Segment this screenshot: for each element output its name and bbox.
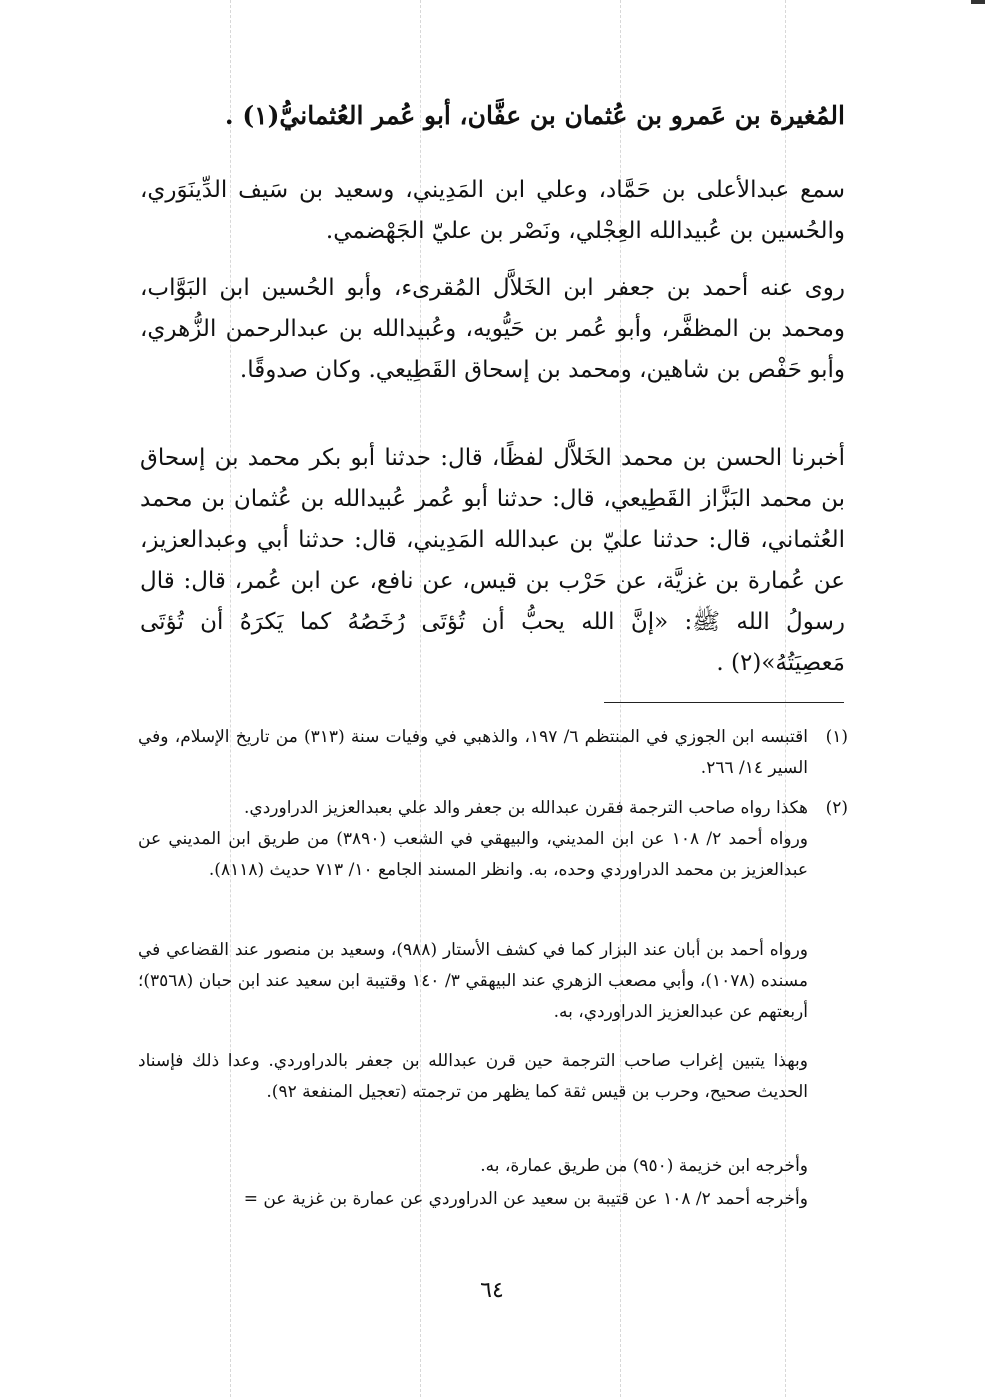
footnote-2: [138, 793, 848, 824]
footnote-text: اقتبسه ابن الجوزي في المنتظم ٦/ ١٩٧، والذهبي في وفيات سنة (٣١٣) من تاريخ الإسلام، وفي السير ١٤/ ٢٦٦.: [138, 727, 808, 778]
paragraph-hadith: أخبرنا الحسن بن محمد الخَلاَّل لفظًا، قال: حدثنا أبو بكر محمد بن إسحاق بن محمد البَزَّاز القَطِيعي، قال: حدثنا أبو عُمر عُبيدالله بن عُثمان بن محمد العُثماني، قال: حدثنا عليّ بن عبدالله المَدِيني، قال: حدثنا أبي وعبدالعزيز، عن عُمارة بن غزيَّة، عن حَرْب بن قيس، عن نافع، عن ابن عُمر، قال: قال رسولُ الله ﷺ: «إنَّ الله يحبُّ أن تُؤتَى رُخَصُهُ كما يَكرَهُ أن تُؤتَى مَعصِيَتُهُ»(٢) .: [140, 445, 845, 676]
paragraph-heard-from: سمع عبدالأعلى بن حَمَّاد، وعلي ابن المَدِيني، وسعيد بن سَيف الدِّينَوَري، والحُسين بن عُبيدالله العِجْلي، ونَصْر بن عليّ الجَهْضمي.: [140, 177, 845, 244]
footnote-paragraph: وأخرجه ابن خزيمة (٩٥٠) من طريق عمارة، به.: [480, 1156, 808, 1176]
paragraph-narrated-by: روى عنه أحمد بن جعفر ابن الخَلاَّل المُقرىء، وأبو الحُسين ابن البَوَّاب، ومحمد بن المظفَّر، وأبو عُمر بن حَيُّويه، وعُبيدالله بن عبدالرحمن الزُّهري، وأبو حَفْص بن شاهين، ومحمد بن إسحاق القَطِيعي. وكان صدوقًا.: [140, 275, 845, 383]
page-number: ٦٤: [480, 1278, 504, 1303]
scan-edge-mark: [971, 0, 985, 4]
footnote-number: (١): [825, 727, 848, 747]
footnote-paragraph: ورواه أحمد بن أبان عند البزار كما في كشف الأستار (٩٨٨)، وسعيد بن منصور عند القضاعي في مسنده (١٠٧٨)، وأبي مصعب الزهري عند البيهقي ٣/ ١٤٠ وقتيبة ابن سعيد عند ابن حبان (٣٥٦٨)؛ أربعتهم عن عبدالعزيز الدراوردي، به.: [138, 940, 808, 1022]
footnote-number: (٢): [825, 798, 848, 818]
footnote-divider: [604, 702, 844, 703]
footnote-1: [138, 722, 848, 784]
footnote-paragraph: ورواه أحمد ٢/ ١٠٨ عن ابن المديني، والبيهقي في الشعب (٣٨٩٠) من طريق ابن المديني عن عبدالعزيز بن محمد الدراوردي وحده، به. وانظر المسند الجامع ١٠/ ٧١٣ حديث (٨١١٨).: [138, 829, 808, 880]
footnote-paragraph: وأخرجه أحمد ٢/ ١٠٨ عن قتيبة بن سعيد عن الدراوردي عن عمارة بن غزية عن =: [243, 1189, 808, 1209]
footnote-text: هكذا رواه صاحب الترجمة فقرن عبدالله بن جعفر والد علي بعبدالعزيز الدراوردي.: [244, 798, 808, 818]
footnote-paragraph: وبهذا يتبين إغراب صاحب الترجمة حين قرن عبدالله بن جعفر بالدراوردي. وعدا ذلك فإسناد الحديث صحيح، وحرب بن قيس ثقة كما يظهر من ترجمته (تعجيل المنفعة ٩٢).: [138, 1051, 808, 1102]
entry-heading: المُغيرة بن عَمرو بن عُثمان بن عفَّان، أبو عُمر العُثمانيُّ(١) .: [224, 101, 845, 130]
